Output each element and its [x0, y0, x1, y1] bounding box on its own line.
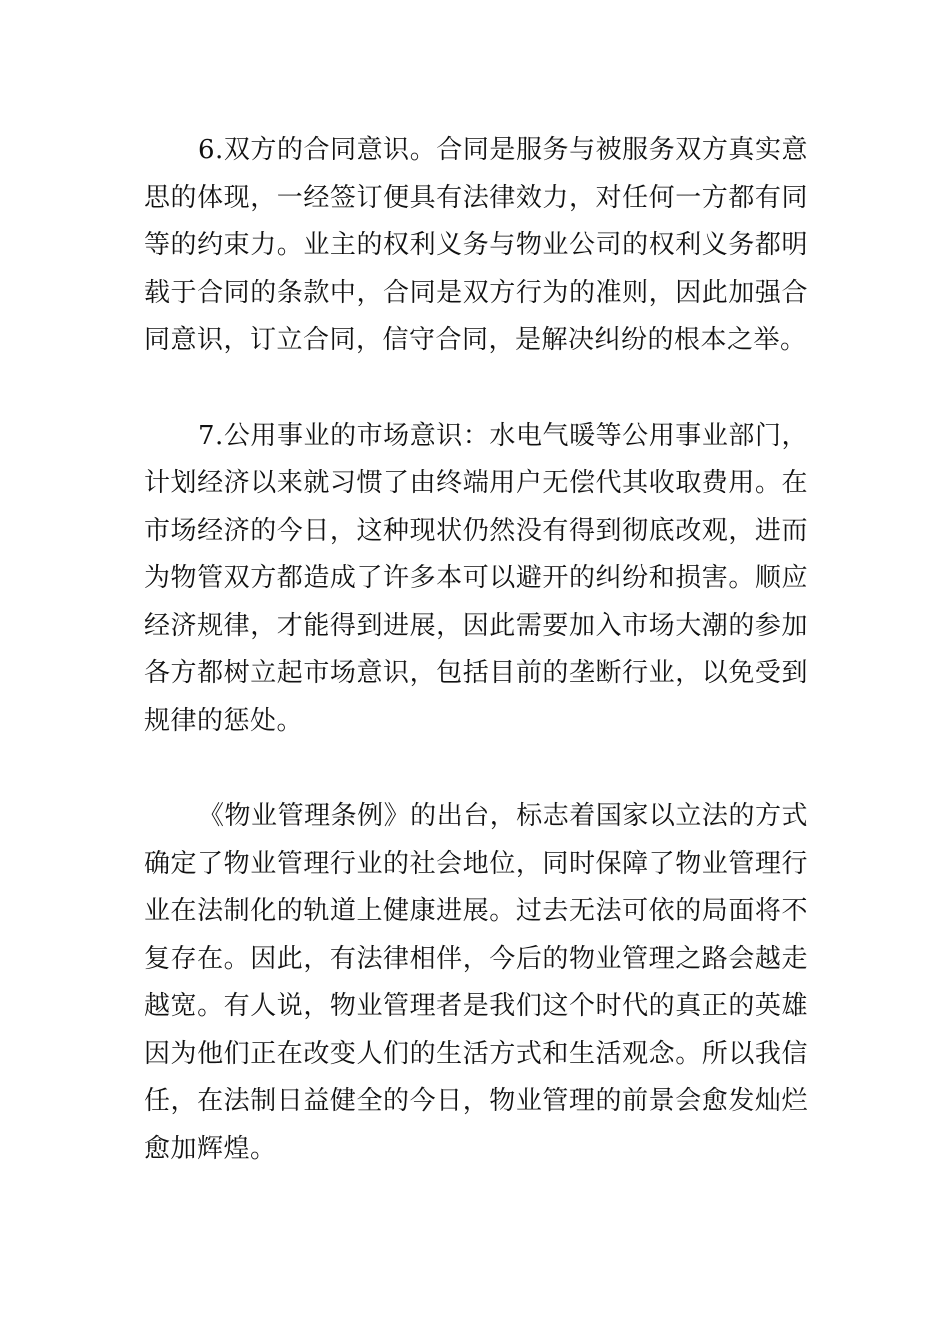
paragraph-market-awareness: 7.公用事业的市场意识：水电气暖等公用事业部门，计划经济以来就习惯了由终端用户无偿代其收取费用。在市场经济的今日，这种现状仍然没有得到彻底改观，进而为物管双方都造成了许多本可以避开的纠纷和损害。顺应经济规律，才能得到进展，因此需要加入市场大潮的参加各方都树立起市场意识，包括目前的垄断行业，以免受到规律的惩处。 — [144, 420, 808, 736]
paragraph-gap — [144, 365, 808, 413]
paragraph-conclusion: 《物业管理条例》的出台，标志着国家以立法的方式确定了物业管理行业的社会地位，同时保障了物业管理行业在法制化的轨道上健康进展。过去无法可依的局面将不复存在。因此，有法律相伴，今后的物业管理之路会越走越宽。有人说，物业管理者是我们这个时代的真正的英雄因为他们正在改变人们的生活方式和生活观念。所以我信任，在法制日益健全的今日，物业管理的前景会愈发灿烂愈加辉煌。 — [144, 801, 808, 1164]
paragraph-contract-awareness: 6.双方的合同意识。合同是服务与被服务双方真实意思的体现，一经签订便具有法律效力，对任何一方都有同等的约束力。业主的权利义务与物业公司的权利义务都明载于合同的条款中，合同是双方行为的准则，因此加强合同意识，订立合同，信守合同，是解决纠纷的根本之举。 — [144, 135, 808, 355]
document-body — [144, 127, 808, 1173]
paragraph-gap — [144, 745, 808, 793]
